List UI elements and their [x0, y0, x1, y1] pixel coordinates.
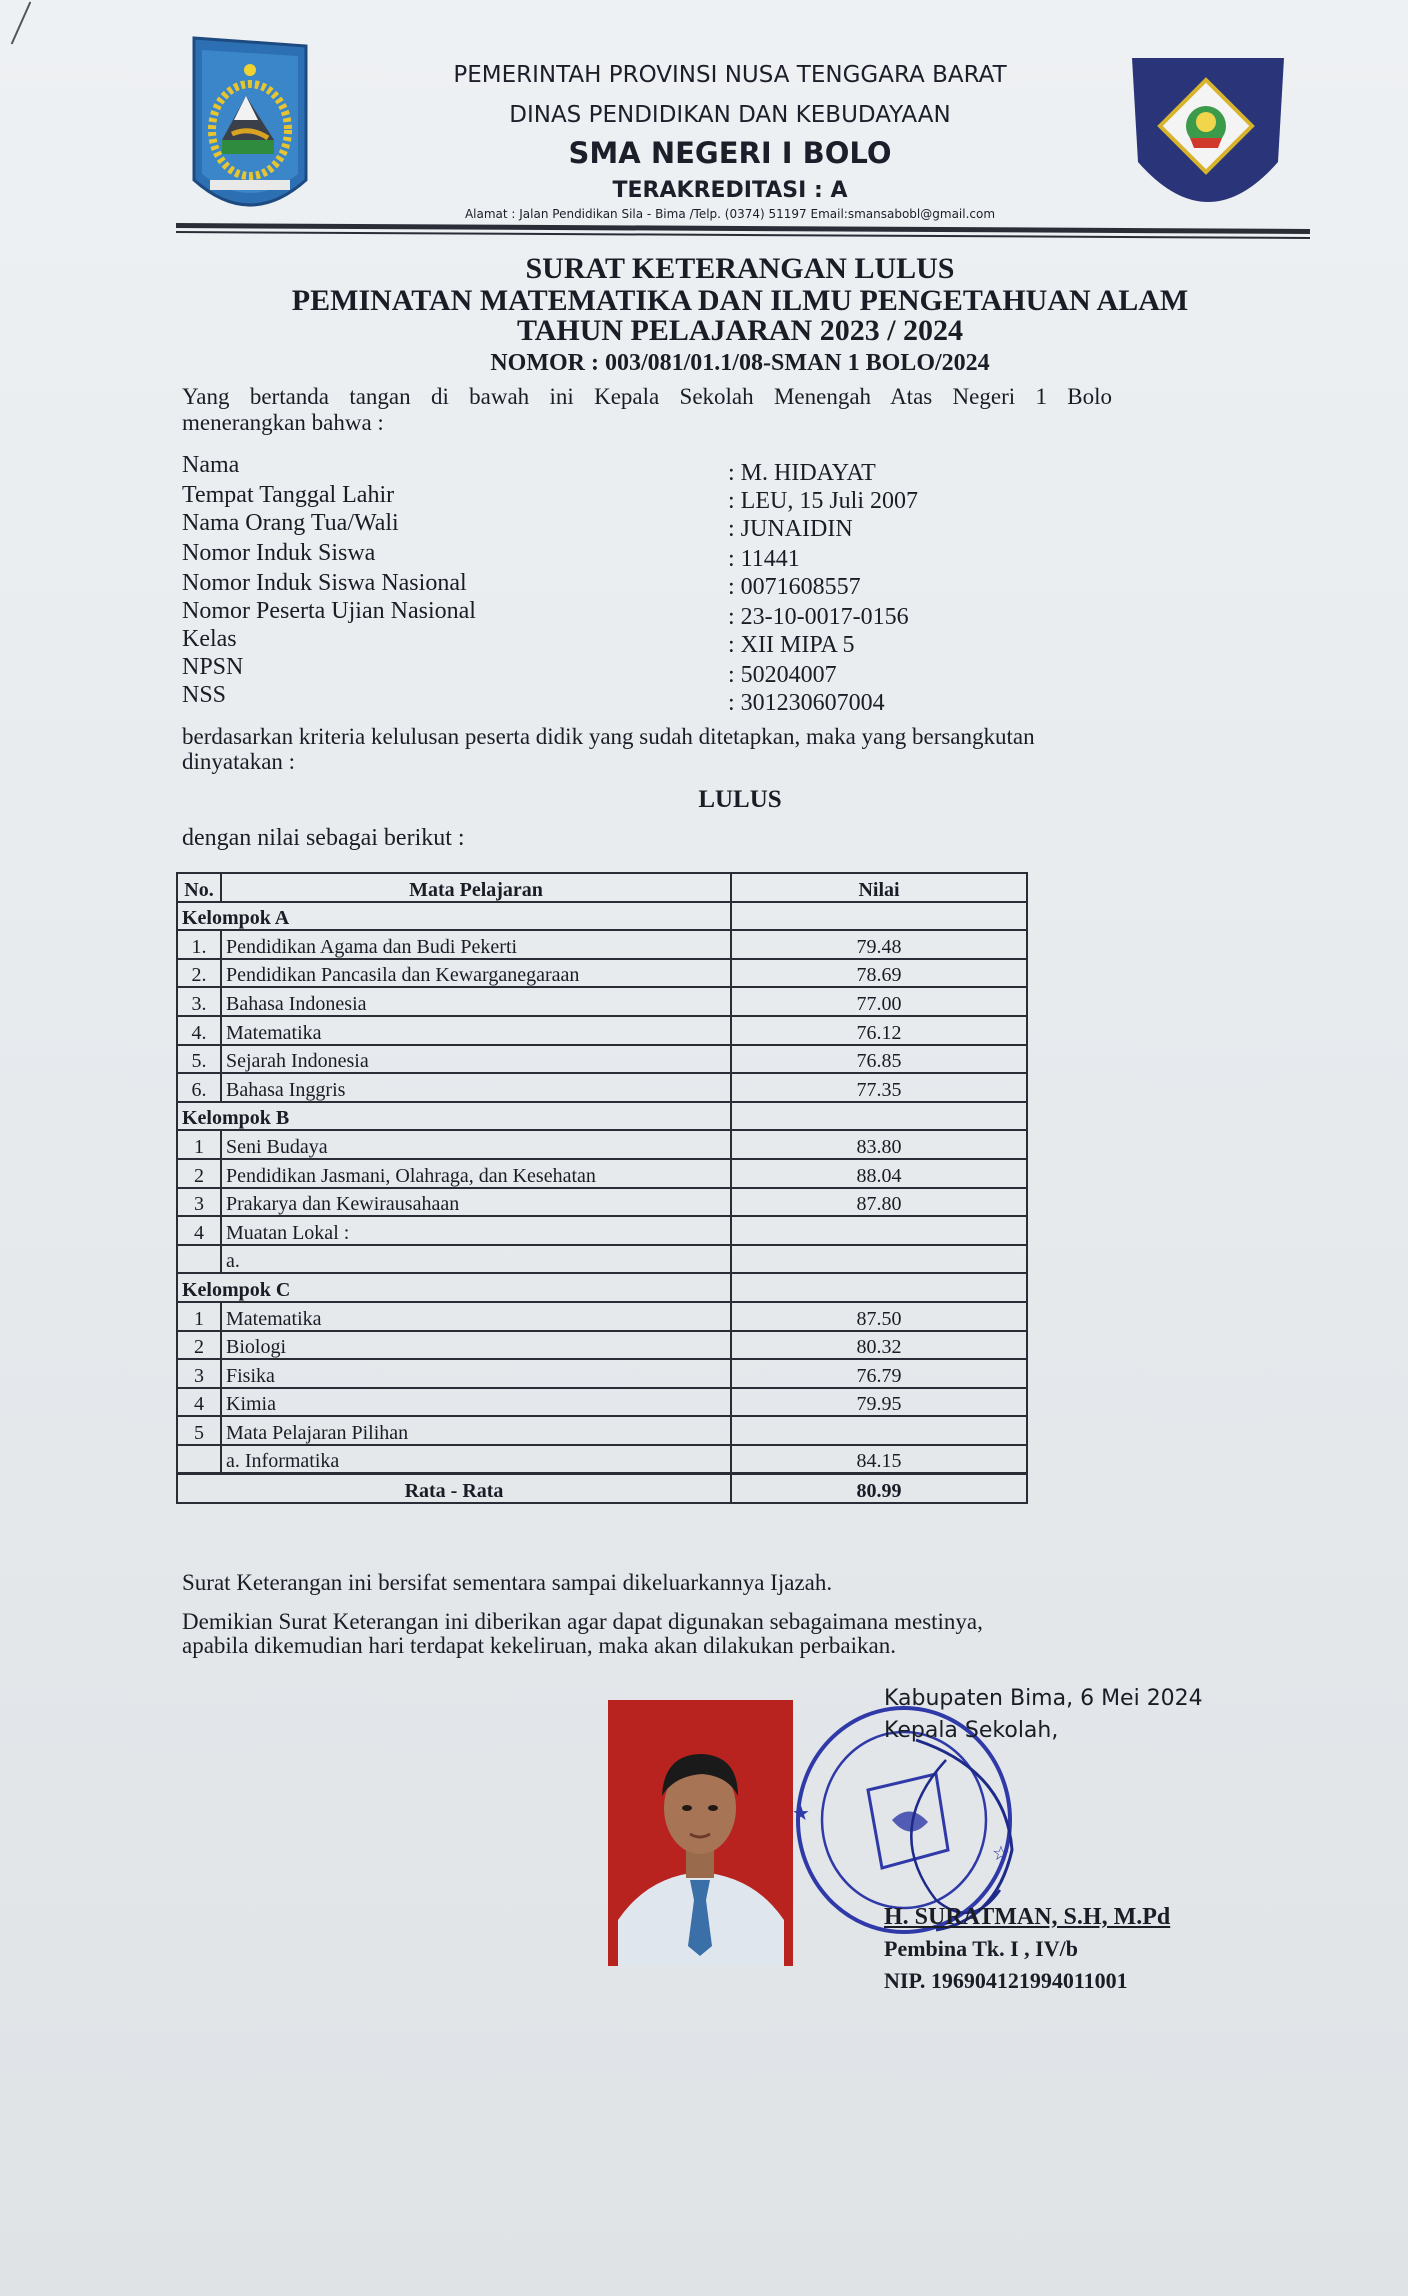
- grades-intro: dengan nilai sebagai berikut :: [182, 825, 465, 851]
- student-value: : 50204007: [728, 662, 837, 688]
- closing-line-2: apabila dikemudian hari terdapat kekeliruan, maka akan dilakukan perbaikan.: [182, 1633, 896, 1658]
- temporary-note: Surat Keterangan ini bersifat sementara sampai dikeluarkannya Ijazah.: [182, 1570, 833, 1595]
- student-label: Kelas: [182, 626, 237, 652]
- school-emblem-icon: [1128, 52, 1288, 232]
- group-b-label: Kelompok B: [177, 1102, 731, 1131]
- signatory-nip: NIP. 196904121994011001: [884, 1968, 1128, 1993]
- table-row: 2 Biologi 80.32: [177, 1331, 1027, 1360]
- scratch-mark: [11, 2, 32, 45]
- closing-line-1: Demikian Surat Keterangan ini diberikan agar dapat digunakan sebagaimana mestinya,: [182, 1609, 983, 1634]
- signature-place-date: Kabupaten Bima, 6 Mei 2024: [884, 1686, 1203, 1711]
- header-address: Alamat : Jalan Pendidikan Sila - Bima /Telp. (0374) 51197 Email:smansabobl@gmail.com: [464, 207, 996, 221]
- signature-role: Kepala Sekolah,: [884, 1718, 1059, 1743]
- group-row: [177, 902, 1027, 931]
- table-header: [177, 873, 1027, 902]
- student-photo: [608, 1700, 793, 1966]
- table-row: a.: [177, 1245, 1027, 1274]
- table-row: 3 Fisika 76.79: [177, 1359, 1027, 1388]
- student-label: Nama: [182, 452, 240, 478]
- signatory-rank: Pembina Tk. I , IV/b: [884, 1936, 1078, 1961]
- svg-text:★: ★: [792, 1801, 810, 1825]
- table-row: a. Informatika 84.15: [177, 1445, 1027, 1474]
- group-row: [177, 1102, 1027, 1131]
- student-label: Tempat Tanggal Lahir: [182, 482, 395, 508]
- student-label: NPSN: [182, 654, 244, 680]
- table-row: 4 Muatan Lokal :: [177, 1216, 1027, 1245]
- academic-year: TAHUN PELAJARAN 2023 / 2024: [516, 314, 964, 347]
- table-row: 3 Prakarya dan Kewirausahaan 87.80: [177, 1188, 1027, 1217]
- grades-table: [176, 872, 1028, 1504]
- average-row: [177, 1474, 1027, 1503]
- student-value: : M. HIDAYAT: [728, 460, 876, 486]
- student-value: : LEU, 15 Juli 2007: [728, 488, 918, 514]
- table-row: 5. Sejarah Indonesia 76.85: [177, 1045, 1027, 1074]
- table-row: 2. Pendidikan Pancasila dan Kewarganegaraan 78.69: [177, 959, 1027, 988]
- group-a-label: Kelompok A: [177, 902, 731, 931]
- student-label: Nomor Induk Siswa Nasional: [182, 570, 467, 596]
- criteria-line-1: berdasarkan kriteria kelulusan peserta didik yang sudah ditetapkan, maka yang bersangkutan: [182, 724, 1035, 749]
- document-subtitle: PEMINATAN MATEMATIKA DAN ILMU PENGETAHUAN ALAM: [291, 284, 1189, 317]
- header-province: PEMERINTAH PROVINSI NUSA TENGGARA BARAT: [453, 62, 1007, 88]
- average-score: 80.99: [731, 1474, 1027, 1503]
- student-label: Nama Orang Tua/Wali: [182, 510, 399, 536]
- closing-text: [182, 1610, 983, 1658]
- student-value: : XII MIPA 5: [728, 632, 855, 658]
- result-status: LULUS: [698, 786, 782, 813]
- province-emblem-icon: [188, 30, 312, 220]
- table-row: 1. Pendidikan Agama dan Budi Pekerti 79.48: [177, 930, 1027, 959]
- student-label: Nomor Peserta Ujian Nasional: [182, 598, 476, 624]
- header-no: No.: [177, 873, 221, 902]
- average-label: Rata - Rata: [177, 1474, 731, 1503]
- student-value: : JUNAIDIN: [728, 516, 853, 542]
- header-department: DINAS PENDIDIKAN DAN KEBUDAYAAN: [509, 102, 951, 128]
- table-row: 4. Matematika 76.12: [177, 1016, 1027, 1045]
- document-title: SURAT KETERANGAN LULUS: [525, 252, 955, 285]
- criteria-text: [182, 724, 1112, 774]
- student-label: Nomor Induk Siswa: [182, 540, 376, 566]
- group-c-label: Kelompok C: [177, 1273, 731, 1302]
- table-row: 4 Kimia 79.95: [177, 1388, 1027, 1417]
- table-row: 2 Pendidikan Jasmani, Olahraga, dan Kesehatan 88.04: [177, 1159, 1027, 1188]
- svg-text:☆: ☆: [992, 1841, 1010, 1865]
- table-row: 6. Bahasa Inggris 77.35: [177, 1073, 1027, 1102]
- table-row: 5 Mata Pelajaran Pilihan: [177, 1416, 1027, 1445]
- student-value: : 301230607004: [728, 690, 885, 716]
- student-value: : 0071608557: [728, 574, 861, 600]
- header-score: Nilai: [731, 873, 1027, 902]
- document-number: NOMOR : 003/081/01.1/08-SMAN 1 BOLO/2024: [490, 350, 990, 376]
- header-subject: Mata Pelajaran: [221, 873, 731, 902]
- criteria-line-2: dinyatakan :: [182, 749, 296, 774]
- table-row: 1 Seni Budaya 83.80: [177, 1130, 1027, 1159]
- signatory-name: H. SURATMAN, S.H, M.Pd: [884, 1904, 1171, 1930]
- table-row: 3. Bahasa Indonesia 77.00: [177, 987, 1027, 1016]
- table-row: 1 Matematika 87.50: [177, 1302, 1027, 1331]
- intro-line-2: menerangkan bahwa :: [182, 410, 384, 435]
- header-accreditation: TERAKREDITASI : A: [612, 178, 848, 203]
- student-value: : 23-10-0017-0156: [728, 604, 909, 630]
- group-row: [177, 1273, 1027, 1302]
- intro-line-1: Yang bertanda tangan di bawah ini Kepala Sekolah Menengah Atas Negeri 1 Bolo: [182, 384, 1112, 409]
- student-value: : 11441: [728, 546, 800, 572]
- student-label: NSS: [182, 682, 227, 708]
- header-school: SMA NEGERI I BOLO: [568, 136, 892, 170]
